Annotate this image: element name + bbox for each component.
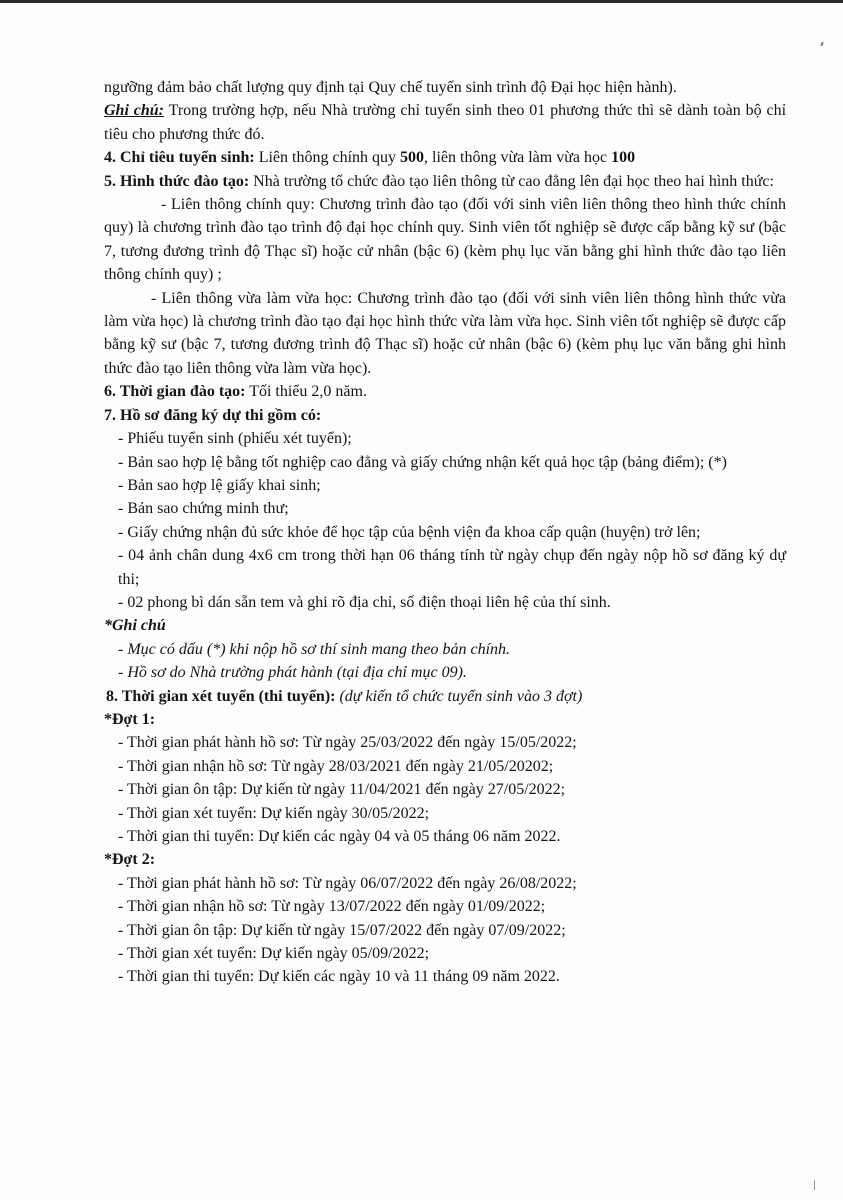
section-6-heading: 6. Thời gian đào tạo: (104, 383, 246, 401)
section-5-item-regular: - Liên thông chính quy: Chương trình đào tạo (đối với sinh viên liên thông theo hình thức chính quy) là chương trình đào tạo trình độ đại học chính quy. Sinh viên tốt nghiệp sẽ được cấp bằng kỹ sư (bậc 7, tương đương trình độ Thạc sĩ) hoặc cử nhân (bậc 6) (kèm phụ lục văn bằng ghi hình thức đào tạo liên thông chính quy) ; (104, 196, 786, 284)
list-item: - Giấy chứng nhận đủ sức khỏe để học tập của bệnh viện đa khoa cấp quận (huyện) trở lên; (118, 523, 701, 541)
section-8-text: (dự kiến tổ chức tuyển sinh vào 3 đợt) (335, 687, 583, 705)
round-1-item: - Thời gian ôn tập: Dự kiến từ ngày 11/04/2021 đến ngày 27/05/2022; (118, 781, 566, 799)
section-4 (104, 146, 786, 169)
section-8 (104, 685, 786, 708)
round-2-item: - Thời gian phát hành hồ sơ: Từ ngày 06/07/2022 đến ngày 26/08/2022; (118, 874, 577, 892)
round-2-item: - Thời gian nhận hồ sơ: Từ ngày 13/07/2022 đến ngày 01/09/2022; (118, 898, 546, 916)
section-8-heading: 8. Thời gian xét tuyển (thi tuyển): (106, 687, 336, 705)
page-top-border (0, 0, 843, 3)
note-label: Ghi chú: (104, 102, 165, 120)
section-4-text-1: Liên thông chính quy (254, 149, 401, 167)
list-item: - Bản sao chứng minh thư; (118, 500, 289, 518)
section-6 (104, 380, 786, 403)
round-1-item: - Thời gian phát hành hồ sơ: Từ ngày 25/03/2022 đến ngày 15/05/2022; (118, 734, 577, 752)
section-4-heading: 4. Chỉ tiêu tuyển sinh: (104, 149, 255, 167)
section-6-text: Tối thiểu 2,0 năm. (245, 383, 367, 401)
note-text: Trong trường hợp, nếu Nhà trường chỉ tuyển sinh theo 01 phương thức thì sẽ dành toàn bộ chỉ tiêu cho phương thức đó. (104, 102, 787, 143)
round-1-item: - Thời gian xét tuyển: Dự kiến ngày 30/05/2022; (118, 804, 430, 822)
paragraph-threshold: ngưỡng đảm bảo chất lượng quy định tại Quy chế tuyển sinh trình độ Đại học hiện hành). (104, 79, 677, 96)
round-1-item: - Thời gian nhận hồ sơ: Từ ngày 28/03/2021 đến ngày 21/05/20202; (118, 757, 554, 775)
round-2-item: - Thời gian xét tuyển: Dự kiến ngày 05/09/2022; (118, 945, 430, 963)
section-4-quota-regular: 500 (400, 149, 425, 167)
section-5-text: Nhà trường tổ chức đào tạo liên thông từ cao đẳng lên đại học theo hai hình thức: (249, 172, 774, 190)
scan-speck (820, 42, 824, 46)
list-item: - 04 ảnh chân dung 4x6 cm trong thời hạn 06 tháng tính từ ngày chụp đến ngày nộp hồ sơ đăng ký dự thi; (118, 547, 786, 588)
list-item: - Bản sao hợp lệ bằng tốt nghiệp cao đẳng và giấy chứng nhận kết quả học tập (bảng điểm); (*) (118, 453, 727, 471)
section-5-item-parttime: - Liên thông vừa làm vừa học: Chương trình đào tạo (đối với sinh viên liên thông hình thức vừa làm vừa học) là chương trình đào tạo đại học hình thức vừa làm vừa học. Sinh viên tốt nghiệp sẽ được cấp bằng kỹ sư (bậc 7, tương đương trình độ Thạc sĩ) hoặc cử nhân (bậc 6) (kèm phụ lục văn bằng ghi hình thức đào tạo liên thông vừa làm vừa học). (104, 289, 786, 377)
round-2-item: - Thời gian ôn tập: Dự kiến từ ngày 15/07/2022 đến ngày 07/09/2022; (118, 921, 566, 939)
list-item: - Bản sao hợp lệ giấy khai sinh; (118, 476, 321, 494)
note-2-heading: *Ghi chú (104, 617, 166, 635)
scan-speck-bottom (814, 1180, 815, 1190)
round-1-item: - Thời gian thi tuyển: Dự kiến các ngày 04 và 05 tháng 06 năm 2022. (118, 828, 561, 845)
document-body (104, 76, 786, 989)
note-2-item: - Hồ sơ do Nhà trường phát hành (tại địa chỉ mục 09). (118, 664, 467, 682)
paragraph-note (104, 99, 786, 146)
list-item: - 02 phong bì dán sẵn tem và ghi rõ địa chỉ, số điện thoại liên hệ của thí sinh. (118, 593, 611, 611)
list-item: - Phiếu tuyển sinh (phiếu xét tuyển); (118, 430, 352, 448)
section-5 (104, 170, 786, 193)
section-7-heading: 7. Hồ sơ đăng ký dự thi gồm có: (104, 406, 322, 424)
round-1-heading: *Đợt 1: (104, 710, 156, 728)
note-2-item: - Mục có dấu (*) khi nộp hồ sơ thí sinh mang theo bản chính. (118, 640, 511, 658)
section-4-text-2: , liên thông vừa làm vừa học (424, 149, 612, 167)
section-5-heading: 5. Hình thức đào tạo: (104, 172, 250, 190)
section-4-quota-parttime: 100 (611, 149, 636, 167)
round-2-heading: *Đợt 2: (104, 851, 156, 869)
round-2-item: - Thời gian thi tuyển: Dự kiến các ngày 10 và 11 tháng 09 năm 2022. (118, 968, 560, 986)
